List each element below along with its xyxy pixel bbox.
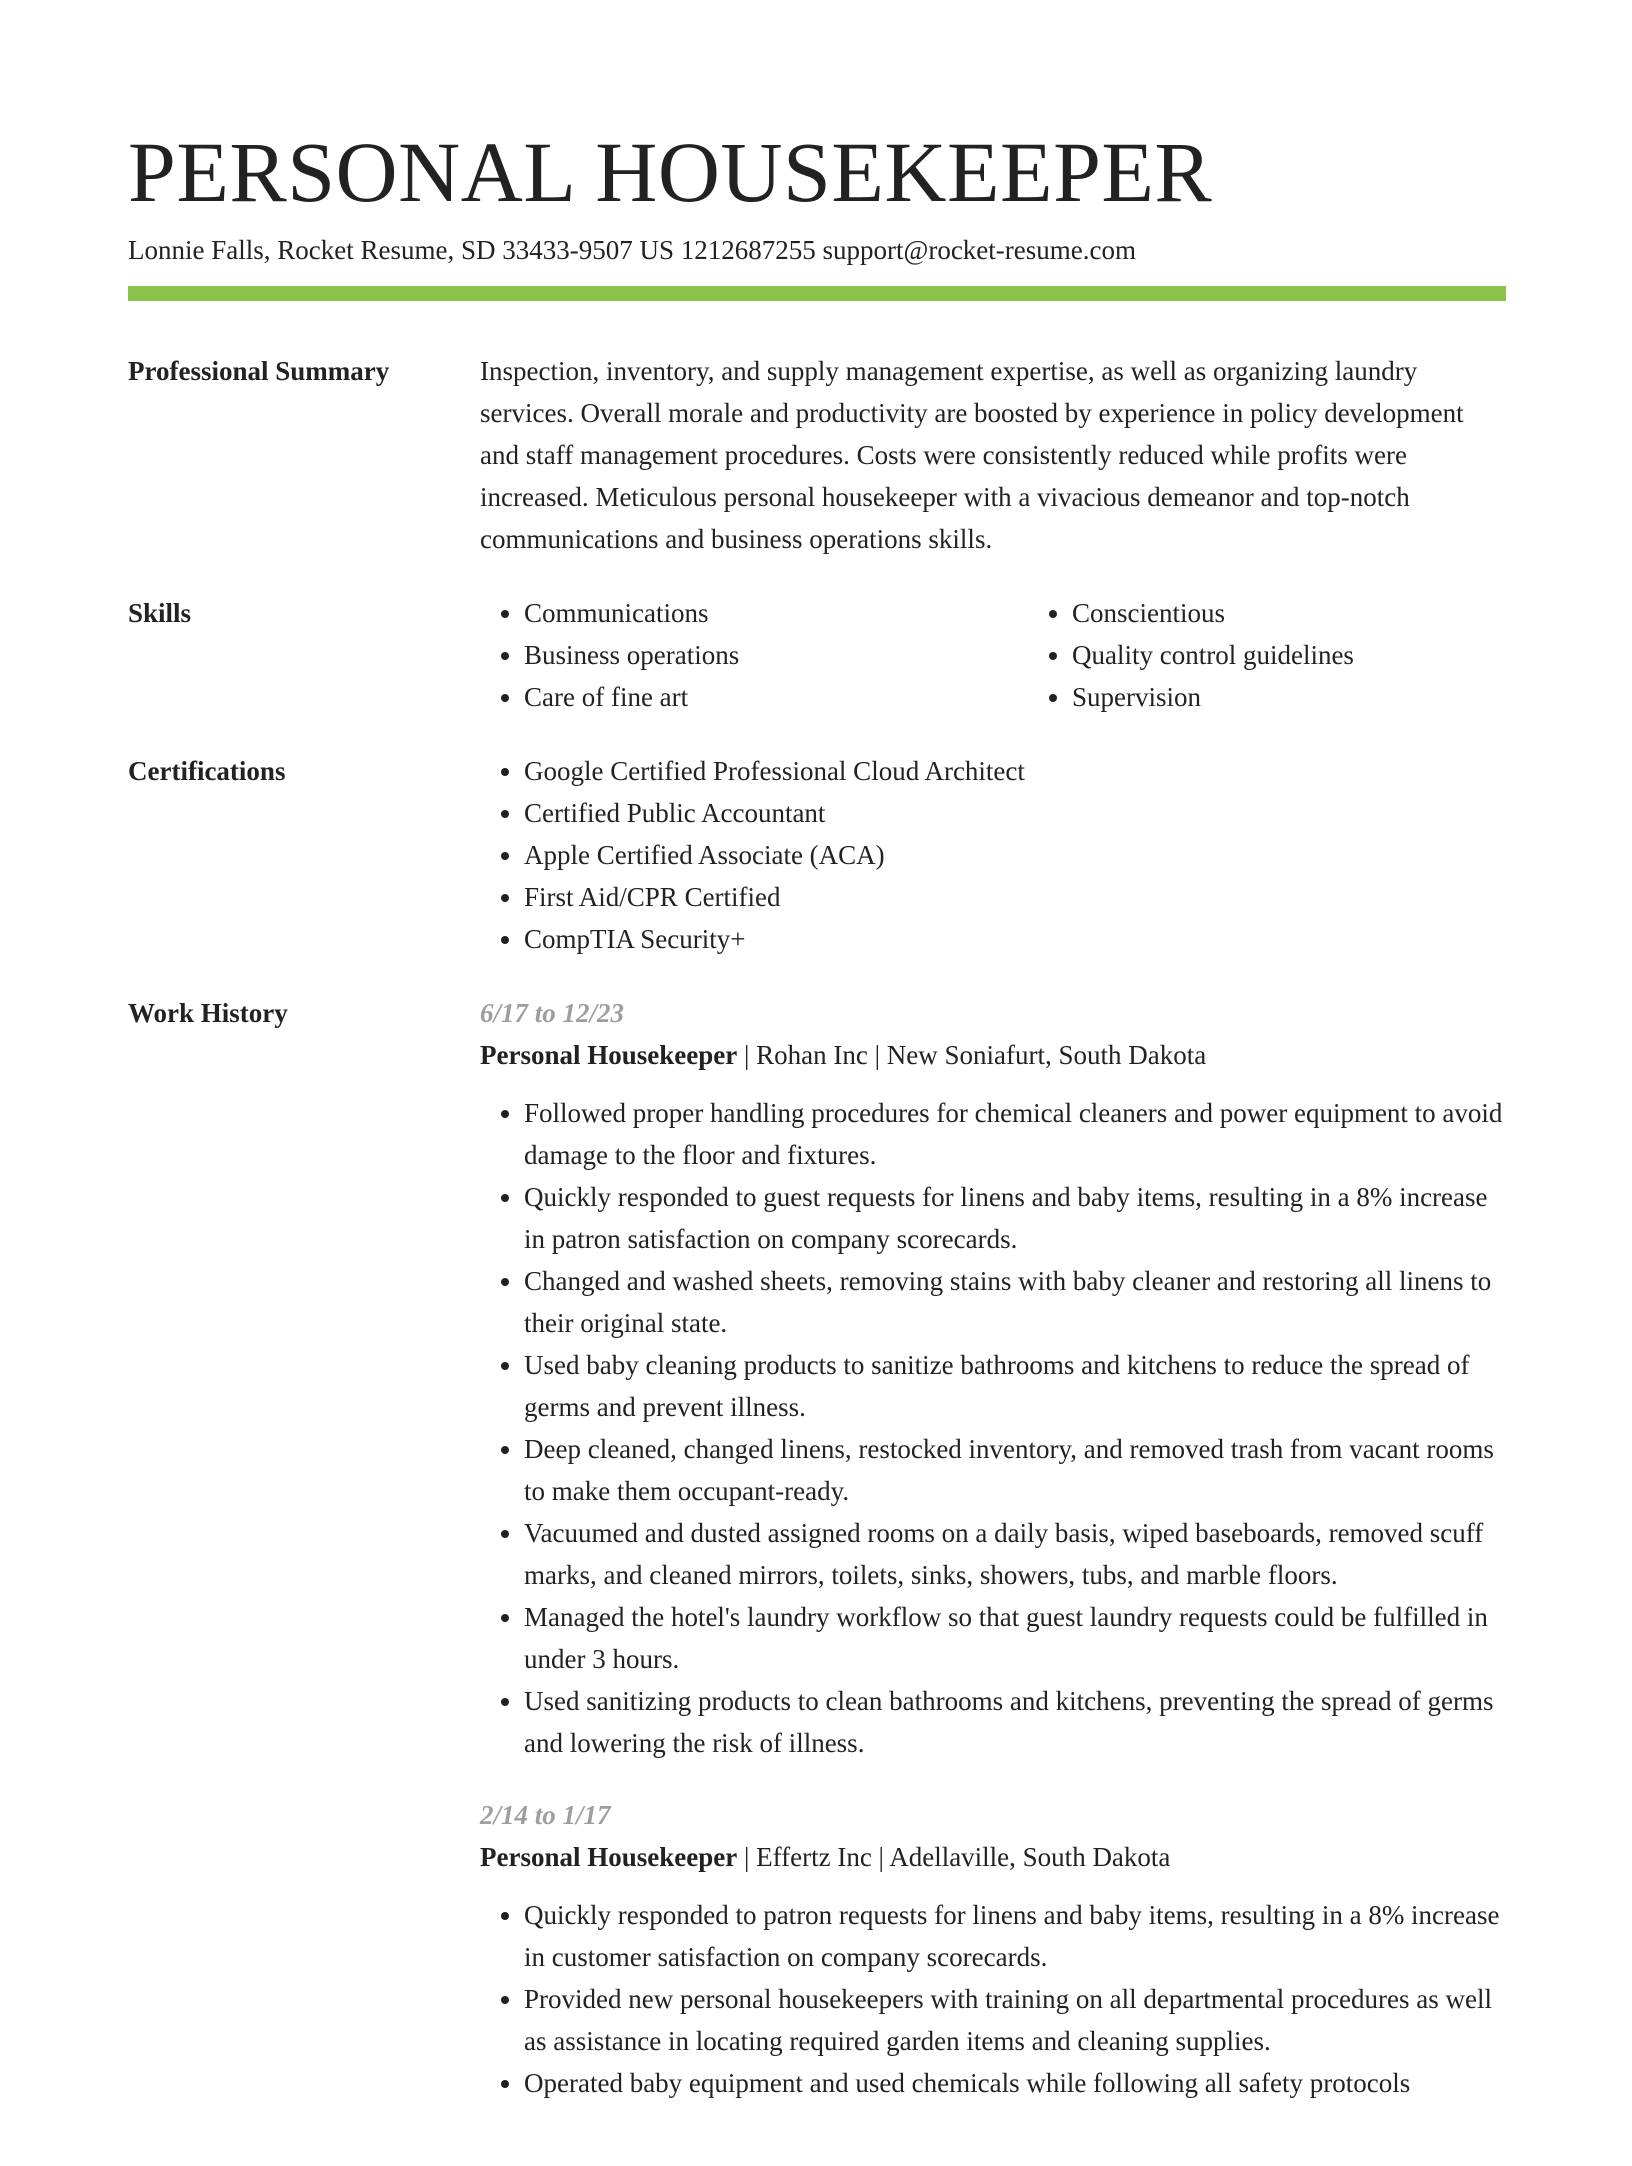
- certification-item: • First Aid/CPR Certified: [524, 876, 1506, 918]
- job-bullet: • Used sanitizing products to clean bathrooms and kitchens, preventing the spread of germs and lowering the risk of illness.: [524, 1680, 1506, 1764]
- skill-item: • Communications: [524, 592, 1028, 634]
- section-label-certifications: Certifications: [128, 756, 286, 786]
- job-bullet: • Managed the hotel's laundry workflow so that guest laundry requests could be fulfilled in under 3 hours.: [524, 1596, 1506, 1680]
- skill-item: • Quality control guidelines: [1072, 634, 1576, 676]
- section-skills: [128, 592, 1506, 718]
- job-dates: 6/17 to 12/23: [480, 998, 625, 1028]
- job-bullet: • Used baby cleaning products to sanitize bathrooms and kitchens to reduce the spread of germs and prevent illness.: [524, 1344, 1506, 1428]
- job-entry: [480, 992, 1506, 1764]
- skills-column-left: [480, 592, 1028, 718]
- section-professional-summary: [128, 350, 1506, 560]
- skill-item: • Supervision: [1072, 676, 1576, 718]
- summary-body: [480, 350, 1506, 560]
- job-bullet: • Operated baby equipment and used chemicals while following all safety protocols: [524, 2062, 1506, 2104]
- skill-item: • Conscientious: [1072, 592, 1576, 634]
- resume-title: PERSONAL HOUSEKEEPER: [128, 124, 1213, 220]
- job-bullet: • Provided new personal housekeepers with training on all departmental procedures as well as assistance in locating required garden items and cleaning supplies.: [524, 1978, 1506, 2062]
- section-label-summary: Professional Summary: [128, 356, 390, 386]
- job-dates: 2/14 to 1/17: [480, 1800, 611, 1830]
- skills-body: [480, 592, 1576, 718]
- certifications-list: [480, 750, 1506, 960]
- job-entry: [480, 1794, 1506, 2104]
- section-label-work-history: Work History: [128, 998, 288, 1028]
- summary-text: Inspection, inventory, and supply management expertise, as well as organizing laundry services. Overall morale and productivity are boosted by experience in policy development and staff management procedures. Costs were consistently reduced while profits were increased. Meticulous personal housekeeper with a vivacious demeanor and top-notch communications and business operations skills.: [480, 356, 1464, 554]
- job-header: [480, 1034, 1506, 1076]
- certifications-body: [480, 750, 1506, 960]
- job-header: [480, 1836, 1506, 1878]
- section-work-history: [128, 992, 1506, 2134]
- job-title: Personal Housekeeper: [480, 1040, 738, 1070]
- resume-sections: [128, 350, 1506, 2166]
- section-certifications: [128, 750, 1506, 960]
- job-bullet: • Followed proper handling procedures for chemical cleaners and power equipment to avoid damage to the floor and fixtures.: [524, 1092, 1506, 1176]
- job-bullets: [480, 1092, 1506, 1764]
- job-bullet: • Quickly responded to guest requests for linens and baby items, resulting in a 8% increase in patron satisfaction on company scorecards.: [524, 1176, 1506, 1260]
- job-company-location: | Effertz Inc | Adellaville, South Dakota: [737, 1842, 1171, 1872]
- section-label-skills: Skills: [128, 598, 192, 628]
- job-title: Personal Housekeeper: [480, 1842, 738, 1872]
- skill-item: • Business operations: [524, 634, 1028, 676]
- skills-column-right: [1028, 592, 1576, 718]
- certification-item: • CompTIA Security+: [524, 918, 1506, 960]
- job-bullets: [480, 1894, 1506, 2104]
- job-bullet: • Quickly responded to patron requests for linens and baby items, resulting in a 8% increase in customer satisfaction on company scorecards.: [524, 1894, 1506, 1978]
- work-history-body: [480, 992, 1506, 2134]
- job-company-location: | Rohan Inc | New Soniafurt, South Dakota: [737, 1040, 1207, 1070]
- skills-grid: [480, 592, 1576, 718]
- certification-item: • Apple Certified Associate (ACA): [524, 834, 1506, 876]
- job-bullet: • Vacuumed and dusted assigned rooms on a daily basis, wiped baseboards, removed scuff marks, and cleaned mirrors, toilets, sinks, showers, tubs, and marble floors.: [524, 1512, 1506, 1596]
- skill-item: • Care of fine art: [524, 676, 1028, 718]
- job-bullet: • Changed and washed sheets, removing stains with baby cleaner and restoring all linens to their original state.: [524, 1260, 1506, 1344]
- accent-divider: [128, 286, 1506, 301]
- certification-item: • Certified Public Accountant: [524, 792, 1506, 834]
- contact-line: Lonnie Falls, Rocket Resume, SD 33433-9507 US 1212687255 support@rocket-resume.com: [128, 235, 1136, 265]
- certification-item: • Google Certified Professional Cloud Architect: [524, 750, 1506, 792]
- job-bullet: • Deep cleaned, changed linens, restocked inventory, and removed trash from vacant rooms to make them occupant-ready.: [524, 1428, 1506, 1512]
